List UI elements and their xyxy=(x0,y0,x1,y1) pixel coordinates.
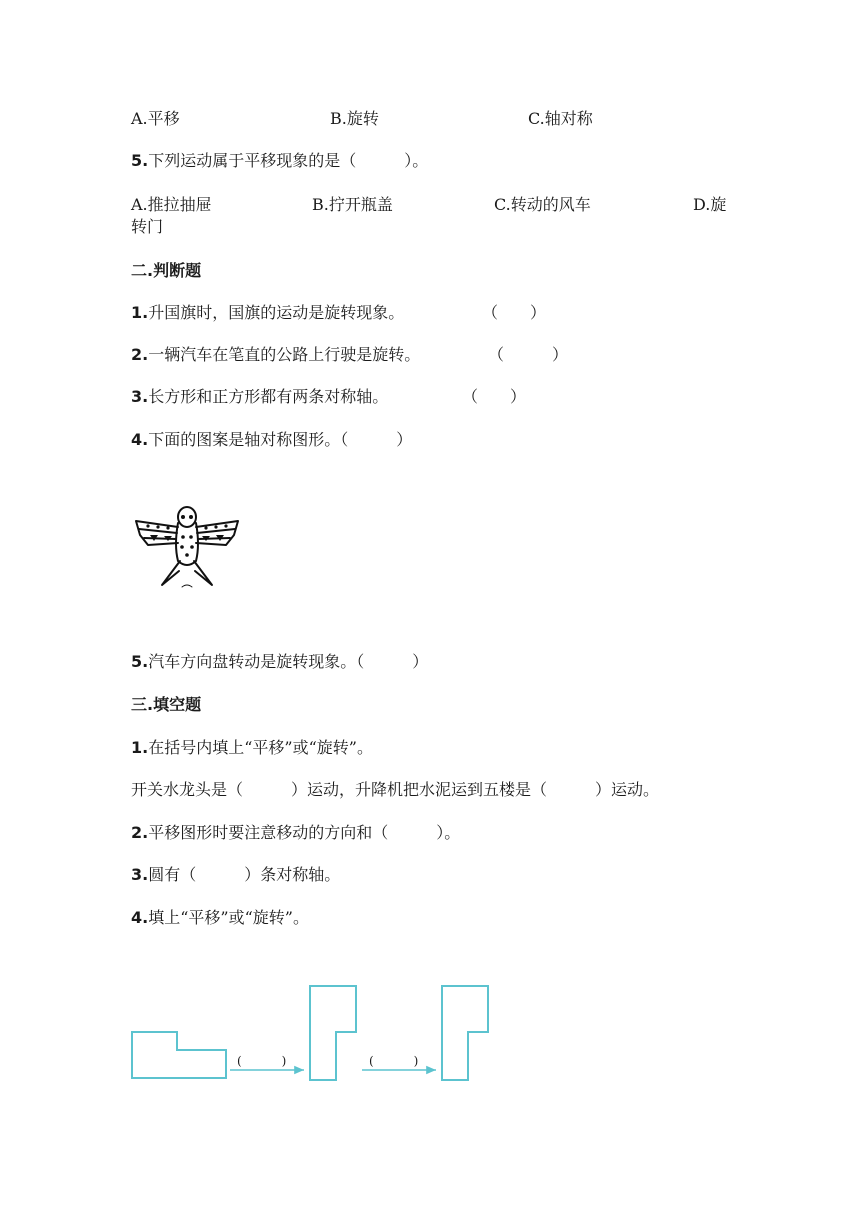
item-text: 在括号内填上“平移”或“旋转”。 xyxy=(148,738,373,757)
item-text: 平移图形时要注意移动的方向和（ ）。 xyxy=(148,823,461,842)
fill-item-2 xyxy=(131,820,460,843)
option-a: A.平移 xyxy=(131,109,180,128)
shape-transform-figure xyxy=(130,984,492,1084)
question-5 xyxy=(131,148,428,171)
item-text: 下面的图案是轴对称图形。（ ） xyxy=(148,430,413,449)
judge-item-3 xyxy=(131,384,388,407)
item-number: 3. xyxy=(131,865,149,884)
answer-paren: （ ） xyxy=(488,345,569,364)
option-a: A.推拉抽屉 xyxy=(131,195,212,214)
item-number: 1. xyxy=(131,303,149,322)
judge-item-5 xyxy=(131,649,428,672)
fill-item-4 xyxy=(131,905,309,928)
judge-item-1 xyxy=(131,300,404,323)
item-number: 3. xyxy=(131,387,149,406)
option-b: B.拧开瓶盖 xyxy=(312,195,393,214)
section-title: 三.填空题 xyxy=(131,695,202,714)
question-text: 下列运动属于平移现象的是（ ）。 xyxy=(148,151,429,170)
item-text: 一辆汽车在笔直的公路上行驶是旋转。 xyxy=(148,345,421,364)
answer-paren-2: ( ) xyxy=(369,1054,420,1068)
option-d-continued: 转门 xyxy=(131,217,164,236)
l-shape-horizontal xyxy=(132,1032,226,1078)
item-text: 长方形和正方形都有两条对称轴。 xyxy=(148,387,389,406)
item-text: 升国旗时，国旗的运动是旋转现象。 xyxy=(148,303,405,322)
option-d: D.旋 xyxy=(693,195,727,214)
fill-item-1-sentence: 开关水龙头是（ ）运动，升降机把水泥运到五楼是（ ）运动。 xyxy=(131,780,660,799)
option-c: C.轴对称 xyxy=(528,109,593,128)
fill-item-1 xyxy=(131,735,373,758)
item-number: 4. xyxy=(131,908,149,927)
item-number: 1. xyxy=(131,738,149,757)
item-text: 圆有（ ）条对称轴。 xyxy=(148,865,341,884)
item-text: 汽车方向盘转动是旋转现象。（ ） xyxy=(148,652,429,671)
judge-item-2 xyxy=(131,342,420,365)
l-shape-vertical-2 xyxy=(442,986,488,1080)
answer-paren-1: ( ) xyxy=(237,1054,288,1068)
section-title: 二.判断题 xyxy=(131,261,202,280)
item-number: 2. xyxy=(131,823,149,842)
item-text: 填上“平移”或“旋转”。 xyxy=(148,908,309,927)
question-number: 5. xyxy=(131,151,149,170)
item-number: 5. xyxy=(131,652,149,671)
option-b: B.旋转 xyxy=(330,109,379,128)
fill-item-3 xyxy=(131,862,340,885)
answer-paren: （ ） xyxy=(482,303,547,322)
answer-paren: （ ） xyxy=(462,387,527,406)
judge-item-4 xyxy=(131,427,412,450)
item-number: 2. xyxy=(131,345,149,364)
kite-figure xyxy=(134,505,240,589)
item-number: 4. xyxy=(131,430,149,449)
l-shape-vertical-1 xyxy=(310,986,356,1080)
option-c: C.转动的风车 xyxy=(494,195,591,214)
